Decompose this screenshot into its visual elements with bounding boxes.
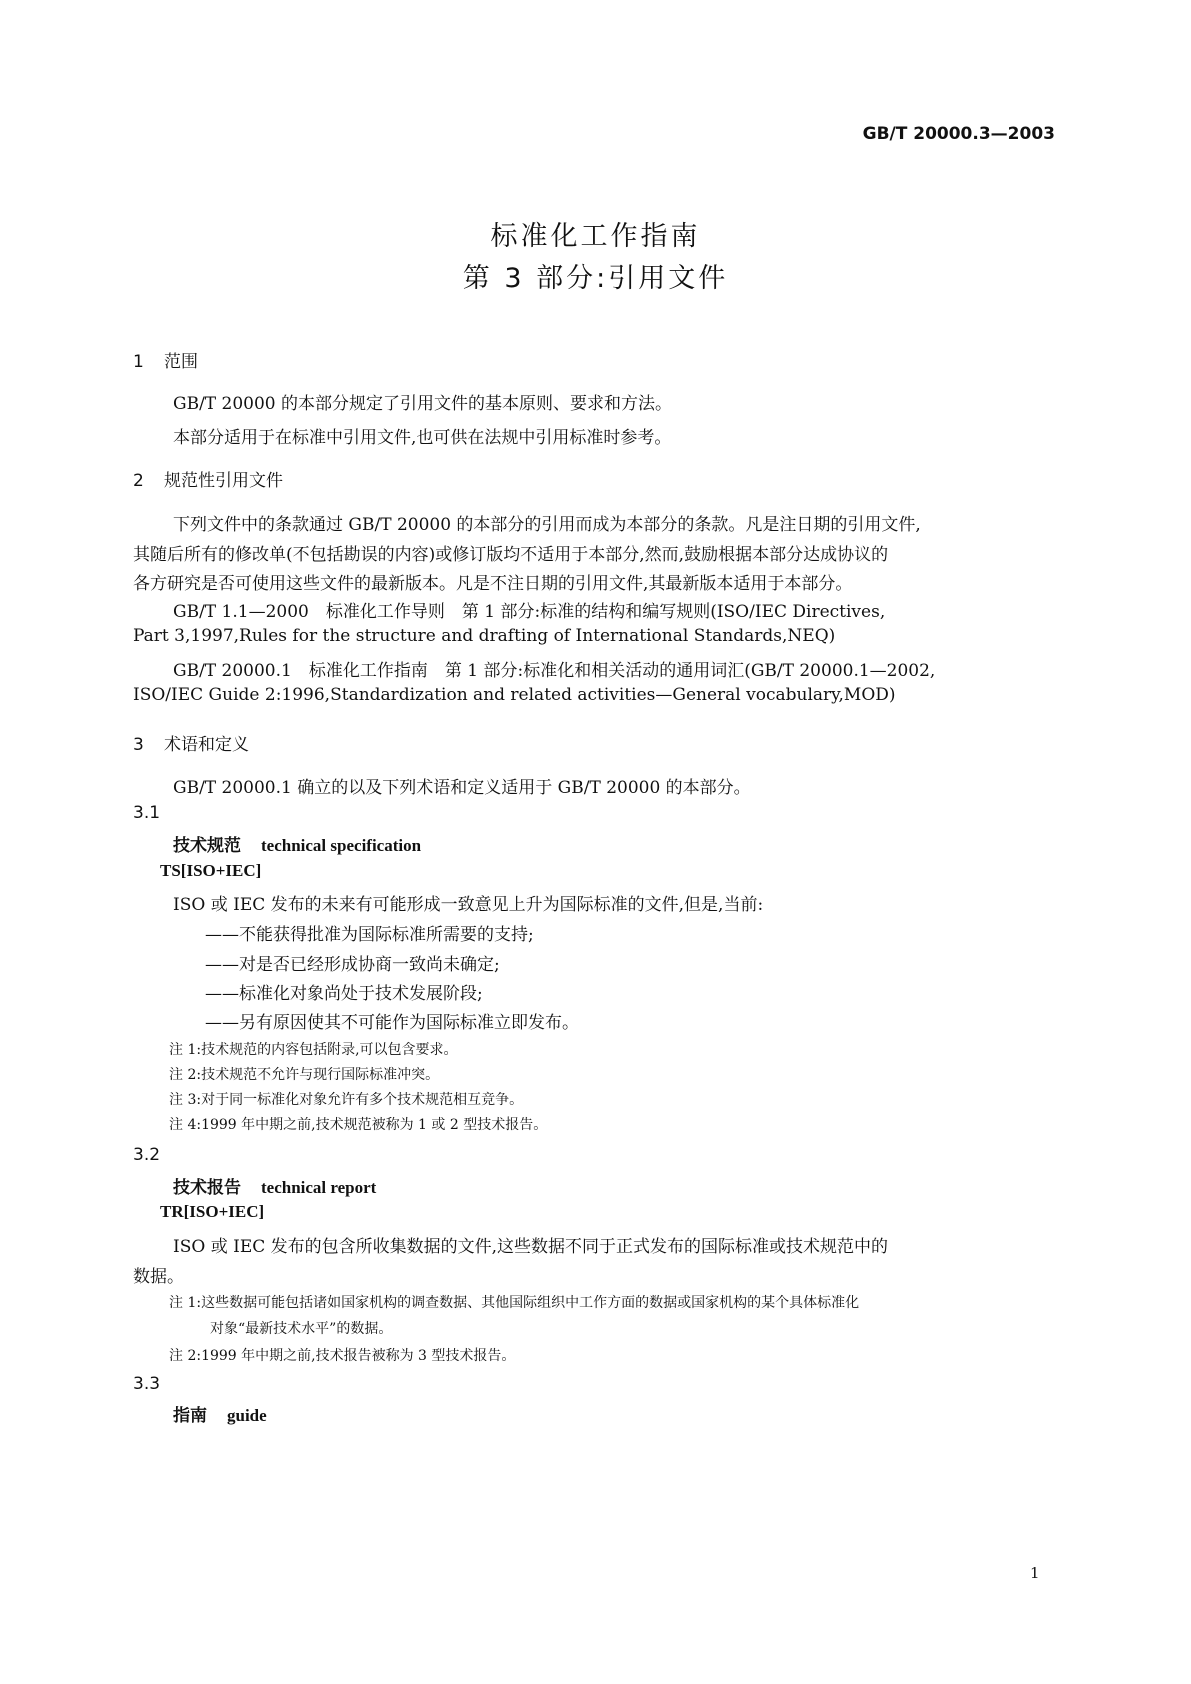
reference-1-line-2: Part 3,1997,Rules for the structure and drafting of International Standards,NEQ) xyxy=(133,626,836,646)
term-english: guide xyxy=(227,1406,267,1425)
section-title: 规范性引用文件 xyxy=(164,471,283,491)
section-number: 3 xyxy=(133,735,144,755)
section-3-intro: GB/T 20000.1 确立的以及下列术语和定义适用于 GB/T 20000 的本部分。 xyxy=(173,778,751,798)
term-english: technical specification xyxy=(261,836,422,855)
section-3-heading xyxy=(133,730,249,755)
term-3-1-note-1: 注 1:技术规范的内容包括附录,可以包含要求。 xyxy=(169,1042,458,1058)
reference-1-line-1: GB/T 1.1—2000 标准化工作导则 第 1 部分:标准的结构和编写规则(ISO/IEC Directives, xyxy=(173,602,886,622)
section-1-paragraph-2: 本部分适用于在标准中引用文件,也可供在法规中引用标准时参考。 xyxy=(173,428,672,448)
term-3-2-note-2: 注 2:1999 年中期之前,技术报告被称为 3 型技术报告。 xyxy=(169,1348,516,1364)
term-3-3-heading xyxy=(173,1401,267,1426)
section-2-para-line-2: 其随后所有的修改单(不包括勘误的内容)或修订版均不适用于本部分,然而,鼓励根据本部分达成协议的 xyxy=(133,545,889,565)
term-3-3-number: 3.3 xyxy=(133,1374,161,1394)
term-3-1-number: 3.1 xyxy=(133,803,161,823)
term-3-2-note-1-line-2: 对象“最新技术水平”的数据。 xyxy=(210,1321,393,1337)
term-3-1-note-3: 注 3:对于同一标准化对象允许有多个技术规范相互竞争。 xyxy=(169,1092,524,1108)
section-number: 1 xyxy=(133,352,144,372)
term-3-2-heading xyxy=(173,1173,376,1198)
section-title: 术语和定义 xyxy=(164,735,249,755)
section-2-heading xyxy=(133,466,283,491)
term-3-1-item-4: ——另有原因使其不可能作为国际标准立即发布。 xyxy=(205,1013,579,1033)
term-chinese: 技术报告 xyxy=(173,1178,241,1198)
term-3-1-definition: ISO 或 IEC 发布的未来有可能形成一致意见上升为国际标准的文件,但是,当前: xyxy=(173,895,764,915)
page-number: 1 xyxy=(1030,1564,1040,1582)
term-3-2-abbreviation: TR[ISO+IEC] xyxy=(160,1202,265,1221)
document-code: GB/T 20000.3—2003 xyxy=(862,124,1055,144)
term-3-2-note-1-line-1: 注 1:这些数据可能包括诸如国家机构的调查数据、其他国际组织中工作方面的数据或国家机构的某个具体标准化 xyxy=(169,1295,860,1311)
term-3-1-item-3: ——标准化对象尚处于技术发展阶段; xyxy=(205,984,483,1004)
term-3-1-abbreviation: TS[ISO+IEC] xyxy=(160,861,262,880)
title-line-2: 第 3 部分:引用文件 xyxy=(462,263,729,294)
section-2-para-line-1: 下列文件中的条款通过 GB/T 20000 的本部分的引用而成为本部分的条款。凡是注日期的引用文件, xyxy=(173,515,921,535)
section-2-para-line-3: 各方研究是否可使用这些文件的最新版本。凡是不注日期的引用文件,其最新版本适用于本部分。 xyxy=(133,574,853,594)
term-3-1-item-1: ——不能获得批准为国际标准所需要的支持; xyxy=(205,925,534,945)
term-3-1-item-2: ——对是否已经形成协商一致尚未确定; xyxy=(205,955,500,975)
section-1-paragraph-1: GB/T 20000 的本部分规定了引用文件的基本原则、要求和方法。 xyxy=(173,394,673,414)
term-3-2-definition-line-2: 数据。 xyxy=(133,1267,184,1287)
term-3-1-note-2: 注 2:技术规范不允许与现行国际标准冲突。 xyxy=(169,1067,440,1083)
term-chinese: 技术规范 xyxy=(173,836,241,856)
term-english: technical report xyxy=(261,1178,377,1197)
title-line-1: 标准化工作指南 xyxy=(490,221,701,252)
term-3-2-number: 3.2 xyxy=(133,1145,161,1165)
term-3-1-heading xyxy=(173,831,421,856)
term-3-2-definition-line-1: ISO 或 IEC 发布的包含所收集数据的文件,这些数据不同于正式发布的国际标准或技术规范中的 xyxy=(173,1237,889,1257)
section-number: 2 xyxy=(133,471,144,491)
section-1-heading xyxy=(133,347,198,372)
term-3-1-note-4: 注 4:1999 年中期之前,技术规范被称为 1 或 2 型技术报告。 xyxy=(169,1117,548,1133)
term-chinese: 指南 xyxy=(173,1406,207,1426)
reference-2-line-1: GB/T 20000.1 标准化工作指南 第 1 部分:标准化和相关活动的通用词汇(GB/T 20000.1—2002, xyxy=(173,661,936,681)
reference-2-line-2: ISO/IEC Guide 2:1996,Standardization and related activities—General vocabulary,MOD) xyxy=(133,685,896,705)
section-title: 范围 xyxy=(164,352,198,372)
